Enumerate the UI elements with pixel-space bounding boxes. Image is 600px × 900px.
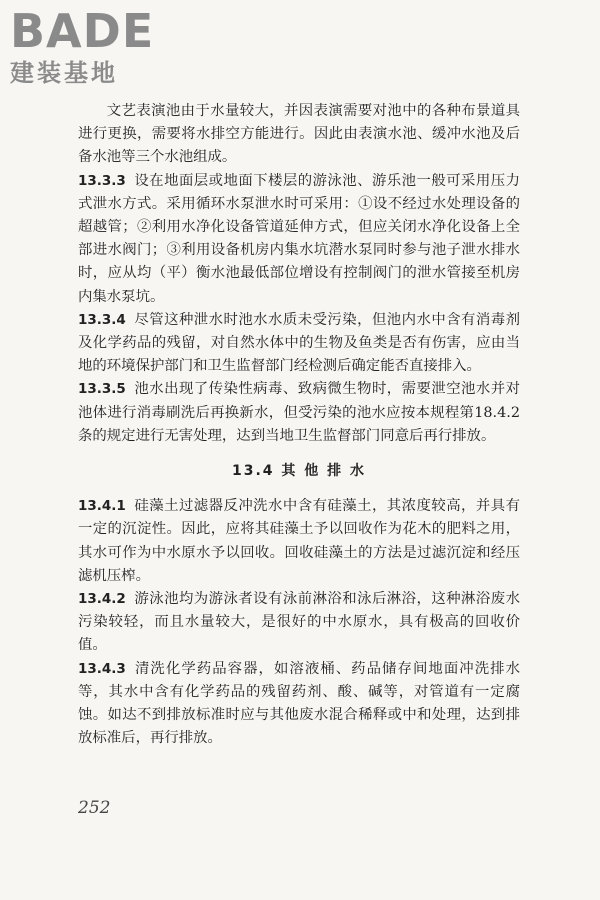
clause-number: 13.3.4 [78,311,126,328]
clause-text: 设在地面层或地面下楼层的游泳池、游乐池一般可采用压力式泄水方式。采用循环水泵泄水时可采用：①设不经过水处理设备的超越管；②利用水净化设备管道延伸方式，但应关闭水净化设备上全部进水阀门；③利用设备机房内集水坑潜水泵同时参与池子泄水排水时，应从均（平）衡水池最低部位增设有控制阀门的泄水管接至机房内集水泵坑。 [78,172,520,305]
clause-13-3-4 [78,309,520,379]
clause-number: 13.4.1 [78,498,126,515]
clause-text: 游泳池均为游泳者设有泳前淋浴和泳后淋浴，这种淋浴废水污染较轻，而且水量较大，是很好的中水原水，具有极高的回收价值。 [78,591,520,654]
clause-13-4-1 [78,495,520,588]
clause-text: 尽管这种泄水时池水水质未受污染，但池内水中含有消毒剂及化学药品的残留，对自然水体中的生物及鱼类是否有伤害，应由当地的环境保护部门和卫生监督部门经检测后确定能否直接排入。 [78,311,520,375]
page-content [78,100,520,750]
clause-13-3-3 [78,170,520,309]
clause-number: 13.3.3 [78,172,126,189]
paragraph-intro [78,100,520,170]
clause-13-3-5 [78,378,520,448]
page-number: 252 [78,798,111,818]
paragraph-text: 文艺表演池由于水量较大，并因表演需要对池中的各种布景道具进行更换，需要将水排空方能进行。因此由表演水池、缓冲水池及后备水池等三个水池组成。 [78,103,520,166]
clause-13-4-3 [78,658,520,751]
logo [10,4,180,88]
clause-number: 13.4.3 [78,660,126,677]
clause-text: 清洗化学药品容器，如溶液桶、药品储存间地面冲洗排水等，其水中含有化学药品的残留药剂、酸、碱等，对管道有一定腐蚀。如达不到排放标准时应与其他废水混合稀释或中和处理，达到排放标准后，再行排放。 [78,660,520,747]
clause-text: 硅藻土过滤器反冲洗水中含有硅藻土，其浓度较高，并具有一定的沉淀性。因此，应将其硅藻土予以回收作为花木的肥料之用，其水可作为中水原水予以回收。回收硅藻土的方法是过滤沉淀和经压滤机压榨。 [78,498,520,584]
section-heading: 13.4 其 他 排 水 [231,463,367,480]
clause-number: 13.4.2 [78,591,126,608]
logo-subtitle: 建装基地 [10,59,118,87]
clause-13-4-2 [78,588,520,658]
clause-number: 13.3.5 [78,381,126,398]
logo-wordmark: BADE [10,4,155,58]
clause-text: 池水出现了传染性病毒、致病微生物时，需要泄空池水并对池体进行消毒刷洗后再换新水，但受污染的池水应按本规程第18.4.2条的规定进行无害处理，达到当地卫生监督部门同意后再行排放。 [78,381,520,444]
